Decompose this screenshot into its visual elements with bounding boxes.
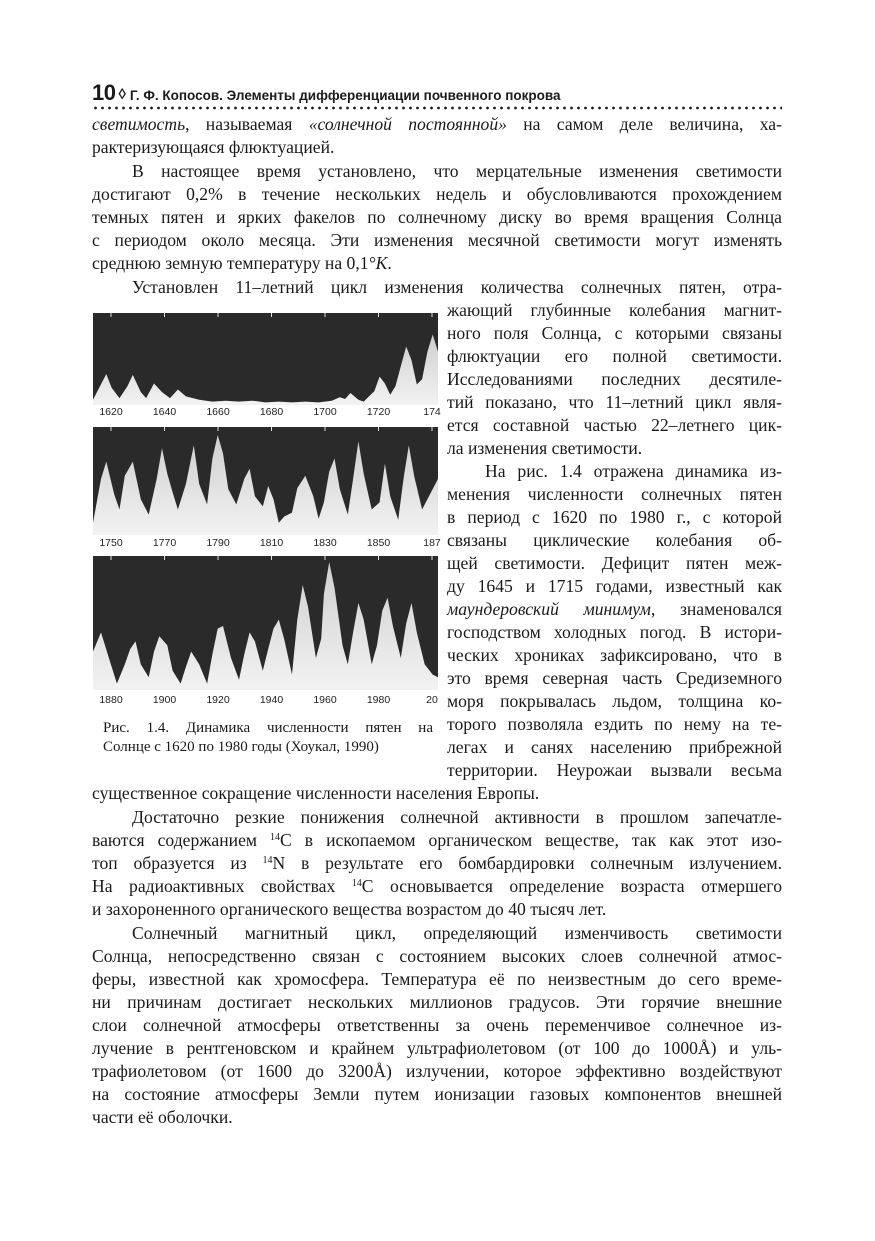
tick-label: 1620: [99, 406, 123, 418]
text-line: ного поля Солнца, с которыми связаны: [447, 323, 782, 343]
text-line: моря покрывалась льдом, толщина ко-: [447, 691, 782, 711]
text-line: На рис. 1.4 отражена динамика из-: [485, 461, 782, 481]
panel-background: [93, 427, 438, 535]
text-line: светимость, называемая «солнечной постоянной» на самом деле величина, ха-: [92, 114, 782, 134]
dotted-rule: [92, 106, 782, 110]
text-line: легах и санях населению прибрежной: [447, 737, 782, 757]
tick-label: 1770: [152, 537, 177, 549]
text-line: щей светимости. Дефицит пятен меж-: [447, 553, 782, 573]
text-line: ни причинам достигает нескольких миллионов градусов. Эти горячие внешние: [92, 992, 782, 1012]
tick-label: 1660: [206, 406, 230, 418]
tick-label: 20: [426, 694, 438, 706]
text-line: трафиолетовом (от 1600 до 3200Å) излучении, которое эффективно воздействуют: [92, 1061, 782, 1081]
tick-label: 1830: [313, 537, 337, 549]
tick-label: 1850: [366, 537, 391, 549]
tick-label: 1880: [99, 694, 123, 706]
text-line: флюктуации его полной светимости.: [447, 346, 782, 366]
text-line: территории. Неурожаи вызвали весьма: [447, 760, 782, 780]
text-line: Достаточно резкие понижения солнечной активности в прошлом запечатле-: [132, 807, 782, 827]
tick-label: 187: [423, 537, 441, 549]
text-line: топ образуется из $^{14}$N в результате его бомбардировки солнечным излучением.: [92, 853, 782, 873]
text-line: Исследованиями последних десятиле-: [447, 369, 782, 389]
panel-background: [93, 313, 438, 405]
sunspot-area-series: [93, 335, 438, 406]
chart-panel-2: [93, 427, 441, 549]
tick-label: 1790: [206, 537, 230, 549]
page-number: 10: [92, 80, 116, 105]
text-line: существенное сокращение численности населения Европы.: [92, 783, 540, 803]
tick-label: 174: [423, 406, 441, 418]
tick-label: 1810: [259, 537, 284, 549]
tick-label: 1700: [313, 406, 337, 418]
text-line: рактеризующаяся флюктуацией.: [92, 137, 335, 157]
text-line: феры, известной как хромосфера. Температура её по неизвестным до сего време-: [92, 969, 782, 989]
figure-caption: [103, 719, 433, 757]
tick-label: 1940: [259, 694, 284, 706]
chart-panel-1: [93, 313, 441, 418]
panel-background: [93, 556, 438, 690]
text-line: Солнца, непосредственно связан с состоянием высоких слоев солнечной атмос-: [92, 946, 782, 966]
text-line: маундеровский минимум, знаменовался: [447, 599, 782, 619]
text-line: темных пятен и ярких факелов по солнечному диску во время вращения Солнца: [92, 207, 782, 227]
text-line: это время северная часть Средиземного: [447, 668, 782, 688]
tick-label: 1720: [366, 406, 391, 418]
tick-label: 1920: [206, 694, 230, 706]
text-line: ется составной частью 22–летнего цик-: [447, 415, 782, 435]
text-line: на состояние атмосферы Земли путем ионизации газовых компонентов внешней: [92, 1084, 782, 1104]
text-line: среднюю земную температуру на 0,1°K.: [92, 253, 392, 273]
text-line: ческих хрониках зафиксировано, что в: [447, 645, 782, 665]
text-line: Установлен 11–летний цикл изменения количества солнечных пятен, отра-: [132, 277, 782, 297]
text-line: Солнечный магнитный цикл, определяющий изменчивость светимости: [132, 923, 782, 943]
tick-label: 1680: [259, 406, 284, 418]
text-line: На радиоактивных свойствах $^{14}$С основывается определение возраста отмершего: [92, 876, 782, 896]
sunspot-area-series: [93, 435, 438, 535]
text-line: слои солнечной атмосферы ответственны за очень переменчивое солнечное из-: [92, 1015, 782, 1035]
text-line: части её оболочки.: [92, 1107, 233, 1127]
caption-line: Солнце с 1620 по 1980 годы (Хоукал, 1990): [103, 739, 379, 755]
running-head: [92, 80, 782, 105]
tick-label: 1750: [99, 537, 123, 549]
text-line: с периодом около месяца. Эти изменения месячной светимости могут изменять: [92, 230, 782, 250]
text-line: и захороненного органического вещества возрастом до 40 тысяч лет.: [92, 899, 607, 919]
text-line: ла изменения светимости.: [447, 438, 643, 458]
chart-panel-3: [93, 556, 438, 706]
text-line: ду 1645 и 1715 годами, известный как: [447, 576, 782, 596]
tick-label: 1980: [366, 694, 391, 706]
text-line: в период с 1620 по 1980 г., с которой: [447, 507, 782, 527]
text-line: жающий глубинные колебания магнит-: [447, 300, 782, 320]
sunspot-area-series: [93, 562, 438, 690]
diamond-icon: ◊: [118, 86, 126, 103]
text-line: ваются содержанием $^{14}$С в ископаемом органическом веществе, так как этот изо-: [92, 830, 782, 850]
running-title: Г. Ф. Копосов. Элементы дифференциации почвенного покрова: [129, 88, 561, 103]
text-line: торого позволяла ездить по нему на те-: [447, 714, 782, 734]
text-line: господством холодных погод. В истори-: [447, 622, 782, 642]
tick-label: 1640: [152, 406, 177, 418]
text-line: тий показано, что 11–летний цикл явля-: [447, 392, 782, 412]
text-line: лучение в рентгеновском и крайнем ультрафиолетовом (от 100 до 1000Å) и уль-: [92, 1038, 782, 1058]
text-line: менения численности солнечных пятен: [447, 484, 782, 504]
tick-label: 1900: [152, 694, 177, 706]
text-line: В настоящее время установлено, что мерцательные изменения светимости: [132, 161, 782, 181]
text-line: связаны циклические колебания об-: [447, 530, 782, 550]
caption-line: Рис. 1.4. Динамика численности пятен на: [103, 720, 433, 736]
tick-label: 1960: [313, 694, 337, 706]
text-line: достигают 0,2% в течение нескольких недель и обусловливаются прохождением: [92, 184, 782, 204]
